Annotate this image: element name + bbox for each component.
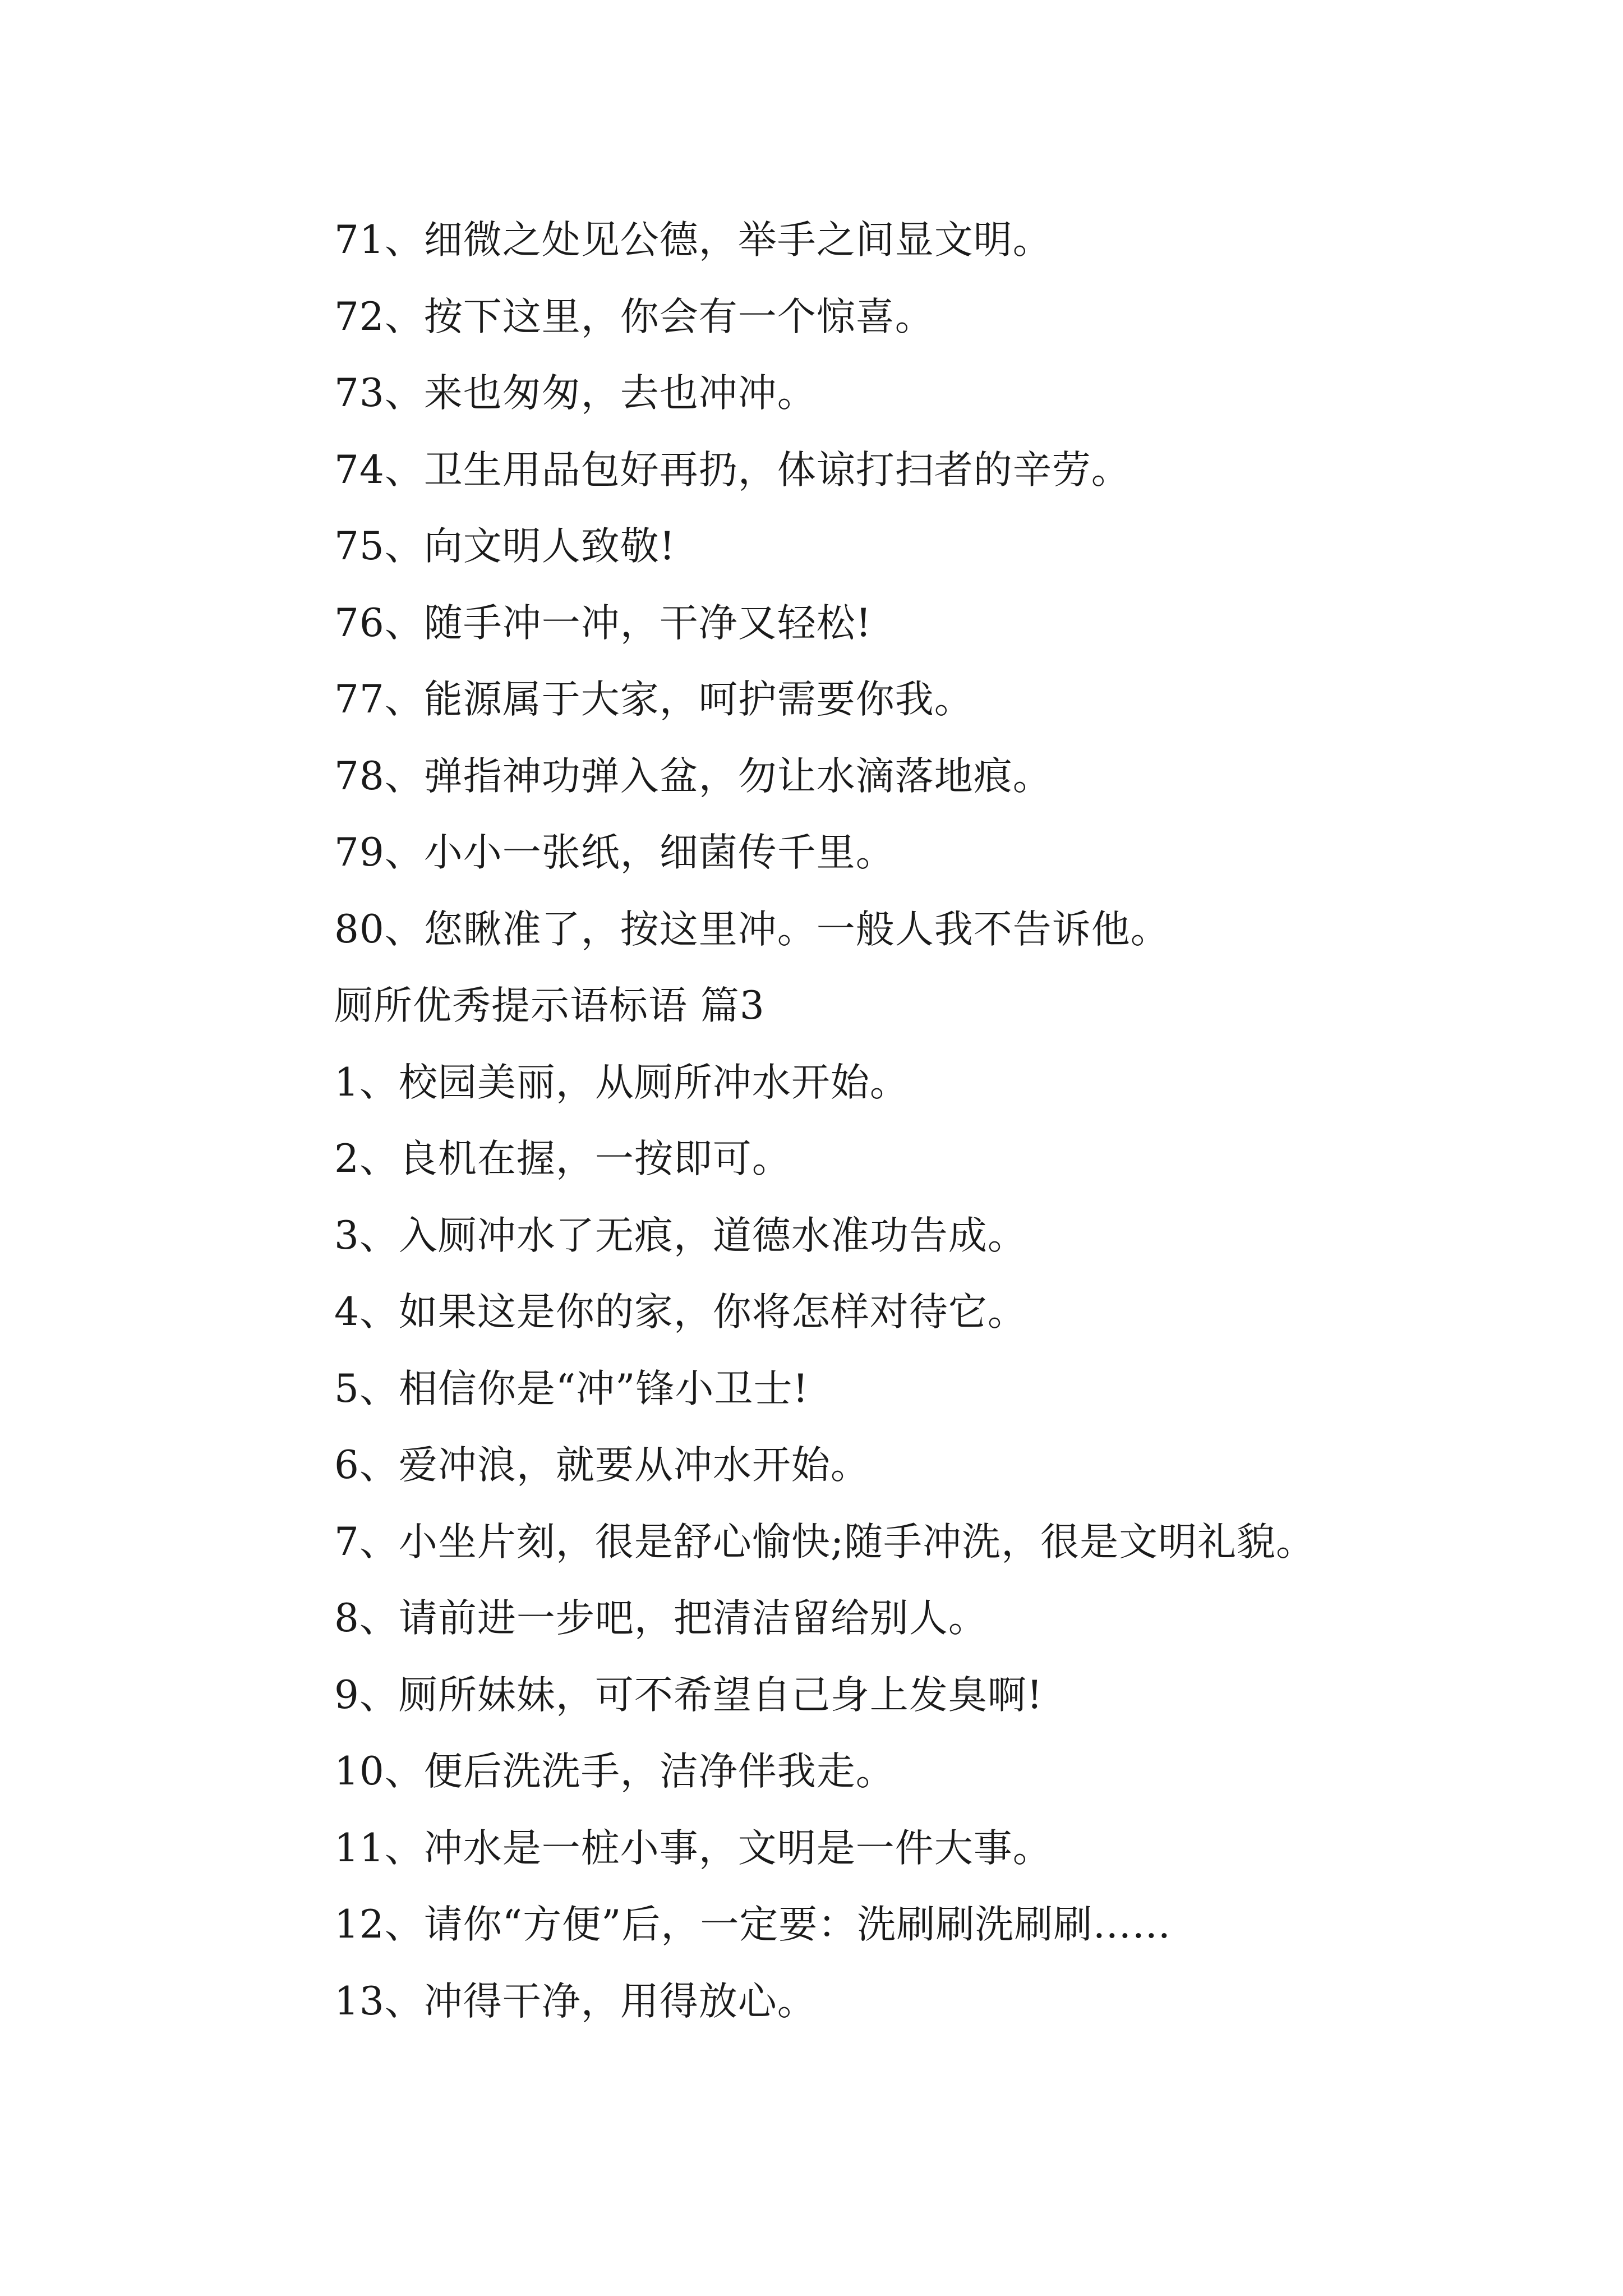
- slogan-line: 11、冲水是一桩小事，文明是一件大事。: [334, 1825, 1052, 1871]
- slogan-line: 10、便后洗洗手，洁净伴我走。: [334, 1749, 895, 1794]
- section-heading: 厕所优秀提示语标语 篇3: [334, 983, 765, 1028]
- slogan-line: 76、随手冲一冲，干净又轻松!: [334, 600, 872, 646]
- slogan-line: 6、爱冲浪，就要从冲水开始。: [334, 1443, 870, 1488]
- slogan-line: 5、相信你是“冲”锋小卫士!: [334, 1366, 809, 1411]
- slogan-line: 4、如果这是你的家，你将怎样对待它。: [334, 1290, 1027, 1335]
- document-body: [334, 202, 1490, 2040]
- slogan-line: 12、请你“方便”后，一定要：洗刷刷洗刷刷……: [334, 1902, 1172, 1947]
- slogan-line: 7、小坐片刻，很是舒心愉快;随手冲洗，很是文明礼貌。: [334, 1519, 1316, 1565]
- slogan-line: 2、良机在握，一按即可。: [334, 1137, 791, 1181]
- slogan-line: 79、小小一张纸，细菌传千里。: [334, 830, 895, 875]
- slogan-line: 1、校园美丽，从厕所冲水开始。: [334, 1060, 909, 1105]
- slogan-line: 78、弹指神功弹入盆，勿让水滴落地痕。: [334, 753, 1052, 799]
- slogan-line: 72、按下这里，你会有一个惊喜。: [334, 294, 934, 339]
- slogan-line: 3、入厕冲水了无痕，道德水准功告成。: [334, 1213, 1027, 1258]
- slogan-line: 73、来也匆匆，去也冲冲。: [334, 371, 817, 416]
- slogan-line: 74、卫生用品包好再扔，体谅打扫者的辛劳。: [334, 447, 1131, 493]
- slogan-line: 8、请前进一步吧，把清洁留给别人。: [334, 1596, 988, 1641]
- slogan-line: 80、您瞅准了，按这里冲。一般人我不告诉他。: [334, 907, 1170, 952]
- slogan-line: 71、细微之处见公德，举手之间显文明。: [334, 218, 1052, 263]
- slogan-line: 77、能源属于大家，呵护需要你我。: [334, 677, 974, 722]
- slogan-line: 9、厕所妹妹，可不希望自己身上发臭啊!: [334, 1672, 1043, 1718]
- slogan-line: 75、向文明人致敬!: [334, 524, 676, 569]
- slogan-line: 13、冲得干净，用得放心。: [334, 1978, 817, 2024]
